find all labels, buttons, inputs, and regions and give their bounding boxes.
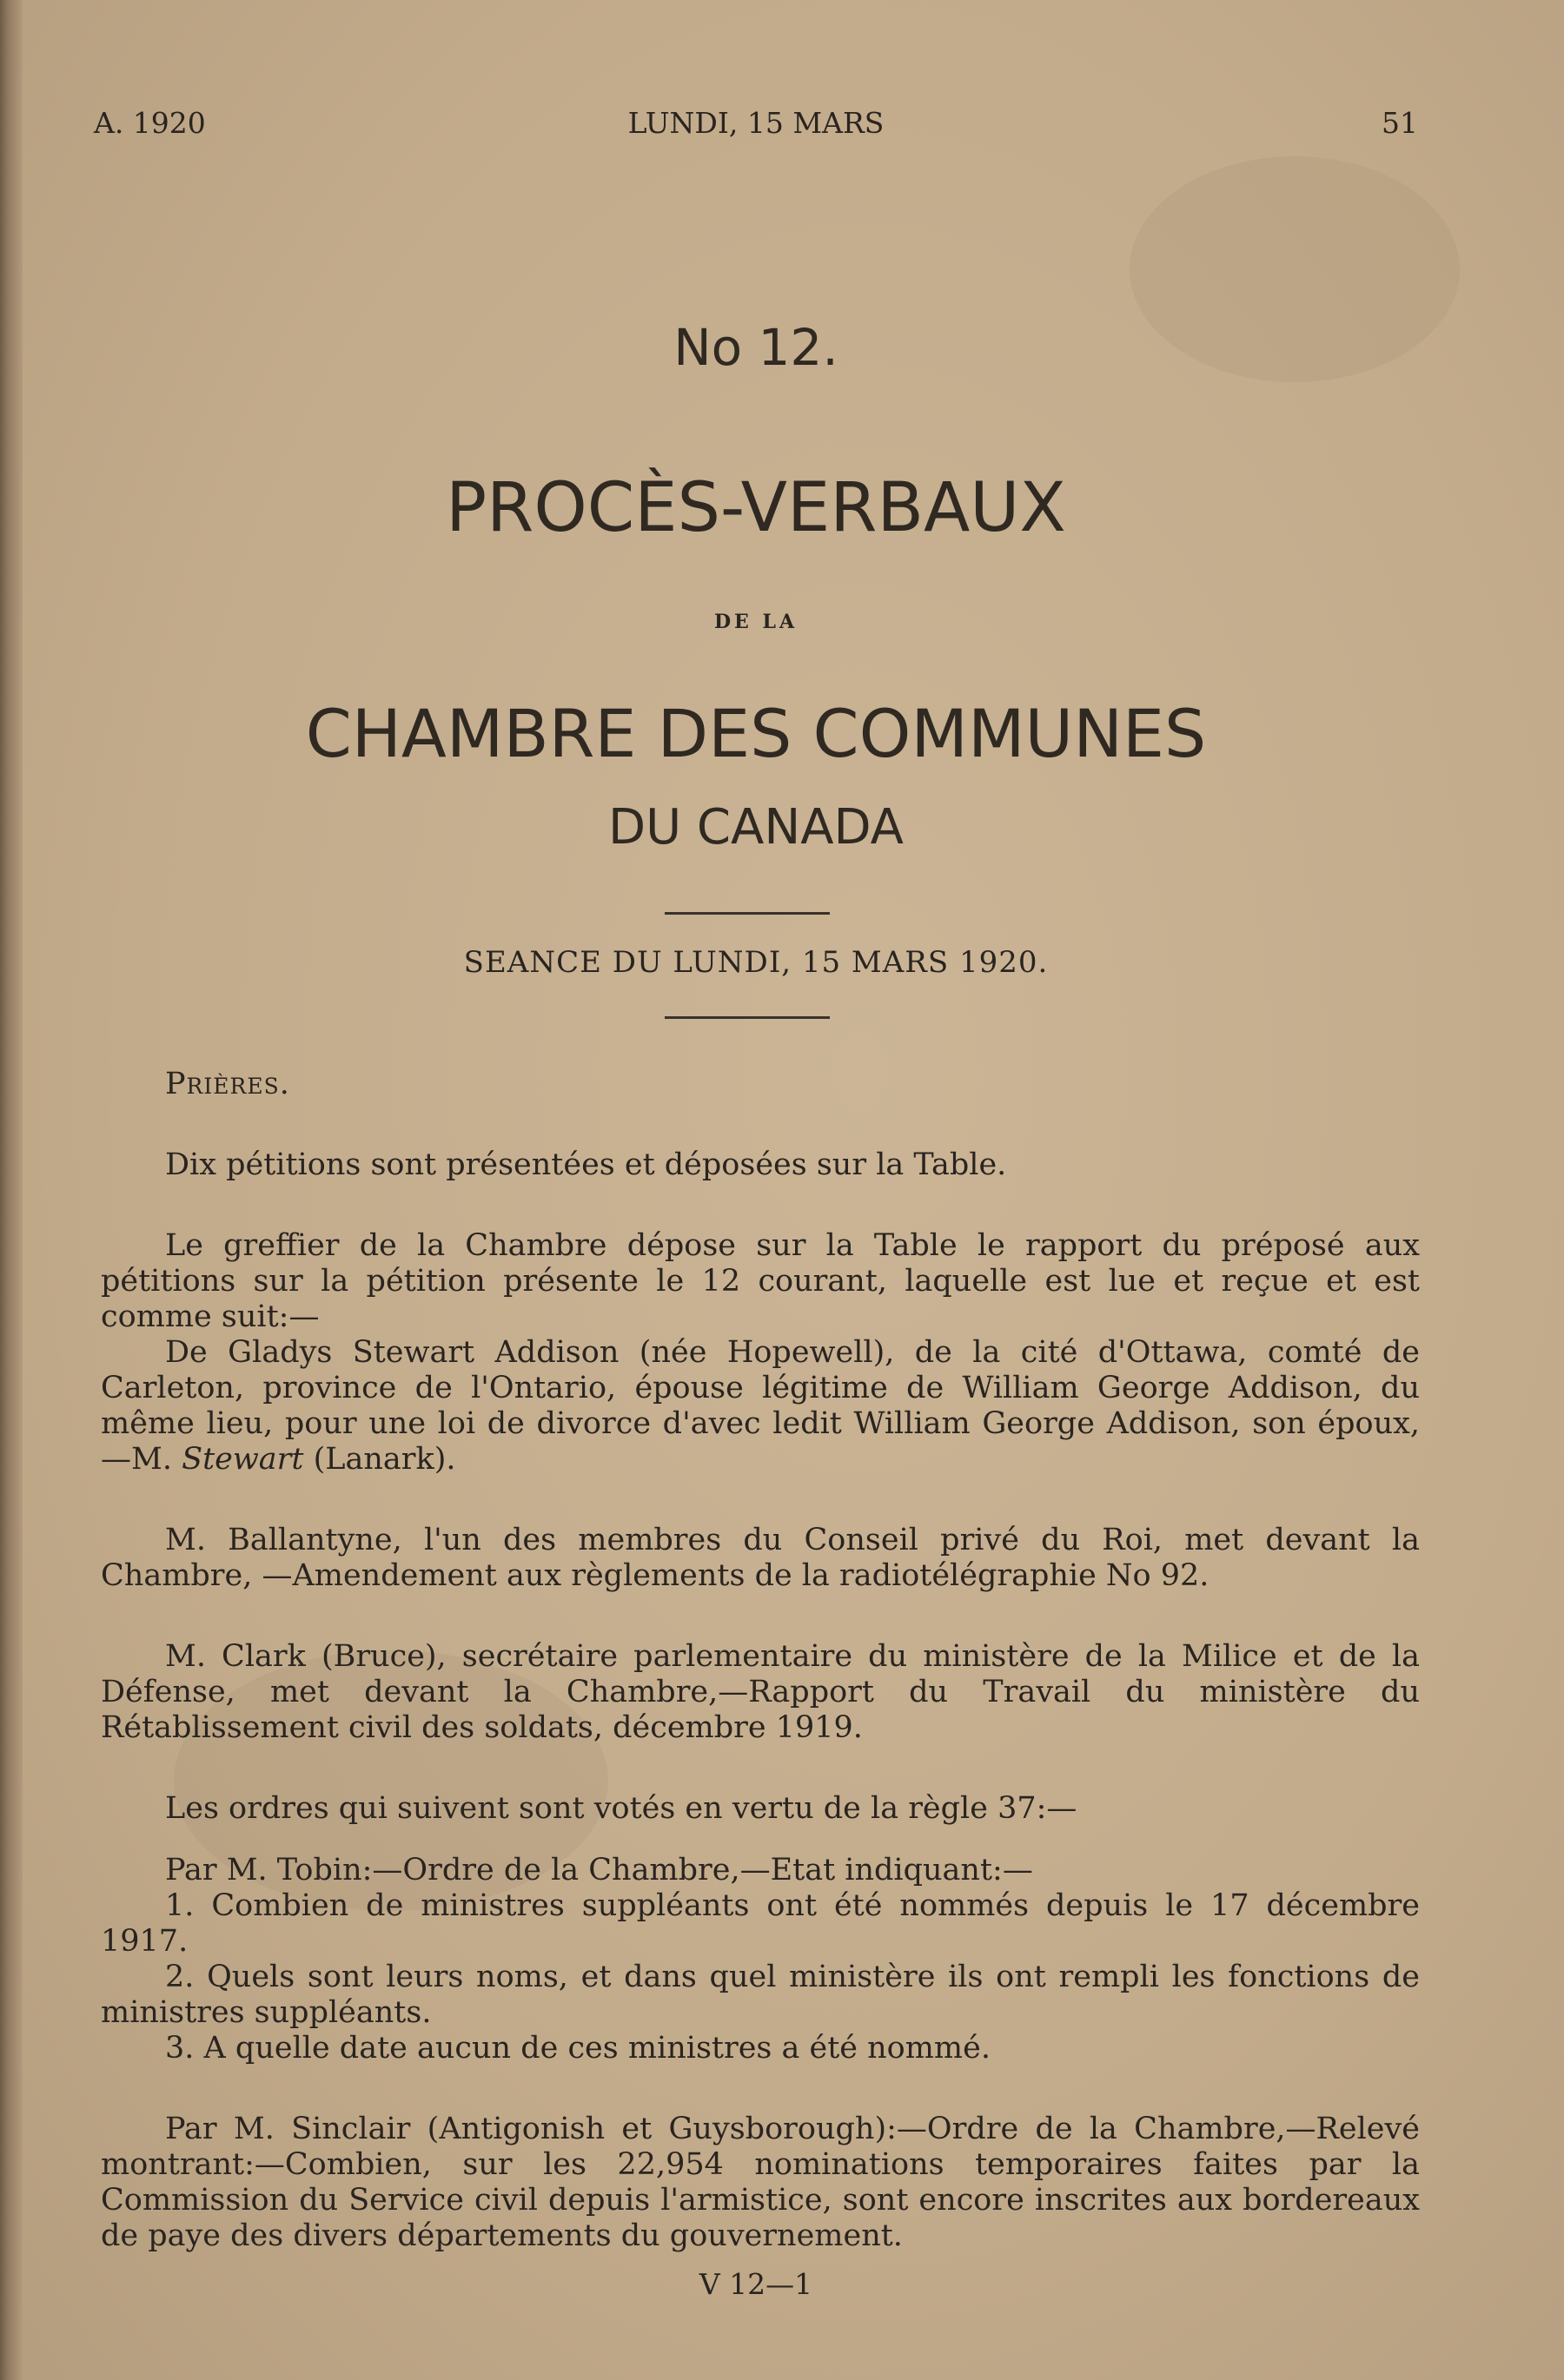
divider-rule-top [665,912,830,915]
document-body [101,1067,1420,2299]
title-proces-verbaux: PROCÈS-VERBAUX [446,469,1066,547]
paragraph-ballantyne: M. Ballantyne, l'un des membres du Conseil privé du Roi, met devant la Chambre, —Amendement aux règlements de la radiotélégraphie No 92. [101,1523,1420,1593]
title-de-la: DE LA [713,611,799,633]
petition-riding: (Lanark). [303,1442,456,1477]
paragraph-clark: M. Clark (Bruce), secrétaire parlementaire du ministère de la Milice et de la Défense, met devant la Chambre,—Rapport du Travail du ministère du Rétablissement civil des soldats, décembre 1919. [101,1639,1420,1745]
issue-number: No 12. [673,318,838,377]
paragraph-prieres: Prières. [165,1067,290,1101]
title-du-canada: DU CANADA [608,799,904,856]
tobin-item-1: 1. Combien de ministres suppléants ont été nommés depuis le 17 décembre 1917. [101,1888,1420,1959]
header-year: A. 1920 [94,106,206,140]
header-page-number: 51 [1382,106,1418,140]
paragraph-addison-petition [101,1335,1420,1478]
paragraph-petitions: Dix pétitions sont présentées et déposées sur la Table. [165,1147,1007,1182]
paragraph-sinclair: Par M. Sinclair (Antigonish et Guysborough):—Ordre de la Chambre,—Relevé montrant:—Combien, sur les 22,954 nominations temporaires faites par la Commission du Service civil depuis l'armistice, sont encore inscrites aux bordereaux de paye des divers départements du gouvernement. [101,2112,1420,2253]
tobin-item-3: 3. A quelle date aucun de ces ministres a été nommé. [165,2031,991,2066]
running-header [0,106,1564,149]
member-name-stewart: Stewart [182,1442,304,1477]
book-binding-edge [0,0,23,2380]
paragraph-tobin: Par M. Tobin:—Ordre de la Chambre,—Etat indiquant:— [165,1853,1033,1887]
seance-heading: SEANCE DU LUNDI, 15 MARS 1920. [463,945,1049,980]
tobin-item-2: 2. Quels sont leurs noms, et dans quel ministère ils ont rempli les fonctions de ministres suppléants. [101,1960,1420,2030]
header-date: LUNDI, 15 MARS [627,106,885,140]
petition-text: De Gladys Stewart Addison (née Hopewell), de la cité d'Ottawa, comté de Carleton, province de l'Ontario, épouse légitime de William George Addison, du même lieu, pour une loi de divorce d'avec ledit William George Addison, son époux,—M. [101,1335,1420,1477]
paragraph-greffier: Le greffier de la Chambre dépose sur la Table le rapport du préposé aux pétitions sur la pétition présente le 12 courant, laquelle est lue et reçue et est comme suit:— [101,1228,1420,1334]
paragraph-ordres: Les ordres qui suivent sont votés en vertu de la règle 37:— [165,1791,1077,1826]
title-chambre-des-communes: CHAMBRE DES COMMUNES [305,695,1207,772]
signature-mark: V 12—1 [699,2267,813,2301]
divider-rule-bottom [665,1016,830,1019]
